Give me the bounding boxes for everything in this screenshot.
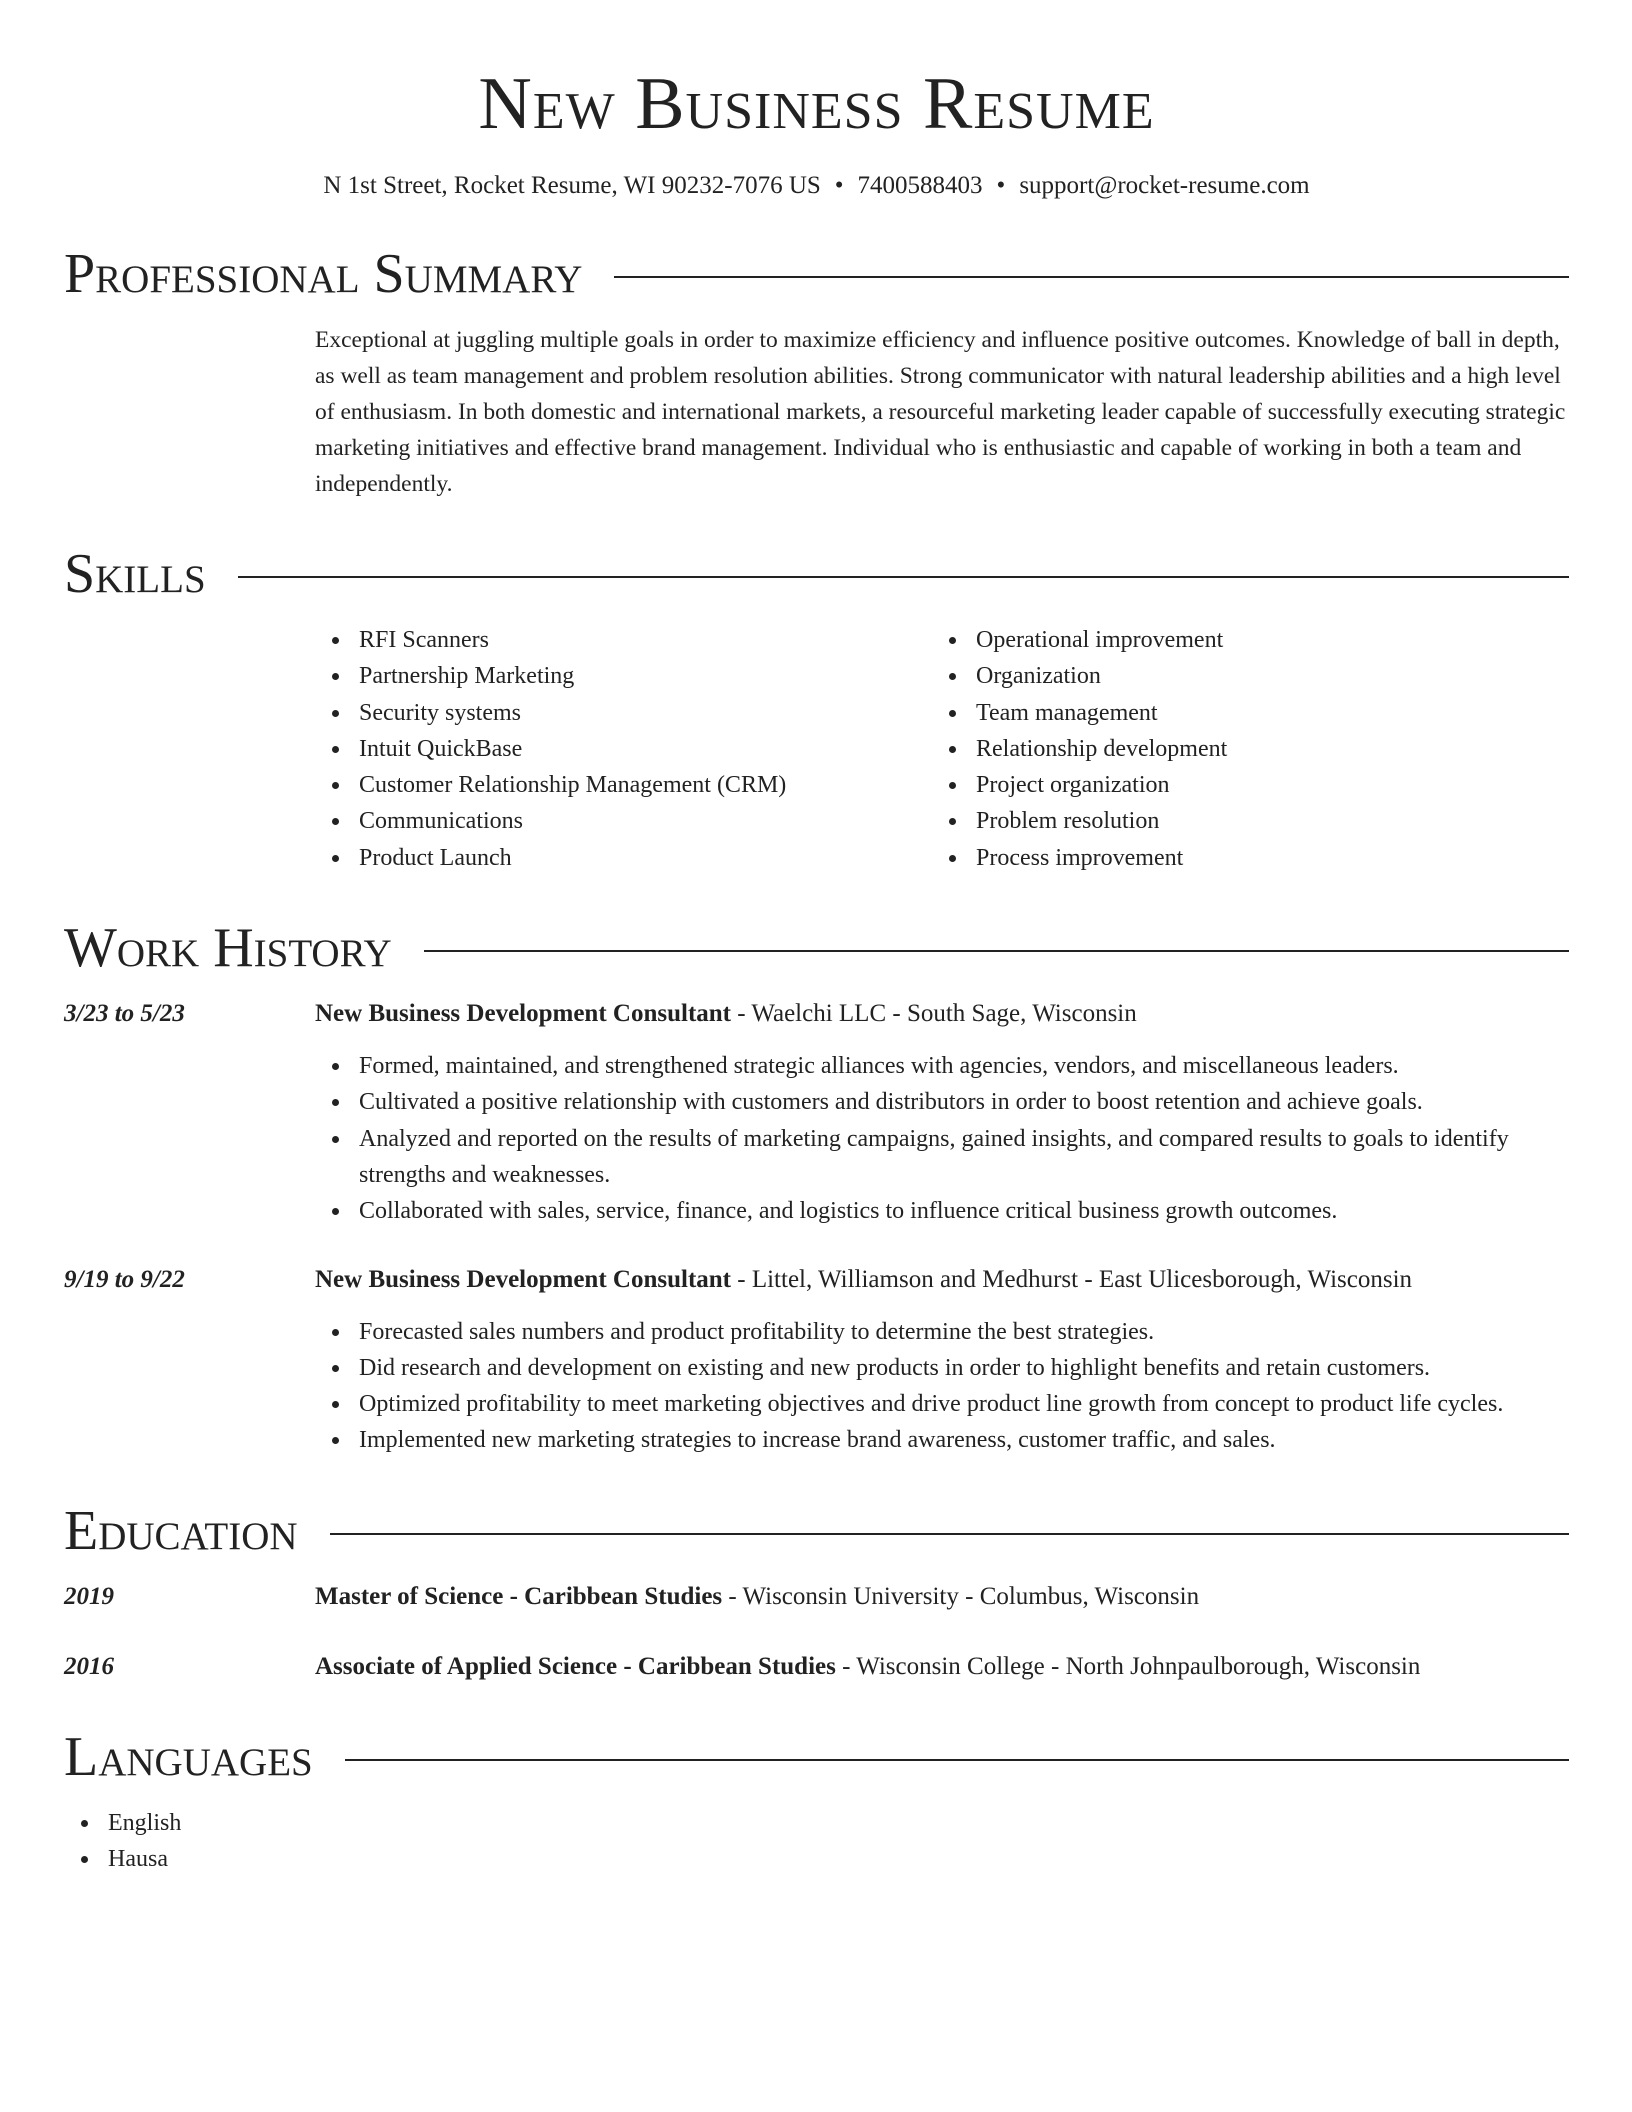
skills-list [315, 622, 1569, 876]
contact-email[interactable]: support@rocket-resume.com [1019, 172, 1310, 199]
job-title-line [315, 996, 1569, 1032]
skill-item: Customer Relationship Management (CRM) [315, 767, 932, 803]
education-school: - Wisconsin University - Columbus, Wisconsin [722, 1582, 1200, 1610]
resume-name: New Business Resume [478, 63, 1155, 145]
job-bullet: Implemented new marketing strategies to increase brand awareness, customer traffic, and sales. [315, 1422, 1569, 1458]
education-degree: Associate of Applied Science - Caribbean Studies [315, 1652, 836, 1680]
contact-separator: • [996, 172, 1006, 199]
skills-heading: Skills [64, 543, 206, 605]
job-bullet: Forecasted sales numbers and product profitability to determine the best strategies. [315, 1314, 1569, 1350]
skill-item: Problem resolution [932, 803, 1549, 839]
summary-text: Exceptional at juggling multiple goals in order to maximize efficiency and influence positive outcomes. Knowledge of ball in depth, as well as team management and problem resolution abilities. Strong communicator with natural leadership abilities and a high level of enthusiasm. In both domestic and international markets, a resourceful marketing leader capable of successfully executing strategic marketing initiatives and effective brand management. Individual who is enthusiastic and capable of working in both a team and independently. [315, 327, 1566, 497]
skill-item: Organization [932, 658, 1549, 694]
job-bullet: Formed, maintained, and strengthened strategic alliances with agencies, vendors, and miscellaneous leaders. [315, 1048, 1569, 1084]
skill-item: Relationship development [932, 731, 1549, 767]
education-heading: Education [64, 1499, 298, 1562]
section-divider [238, 576, 1569, 578]
summary-section-header [64, 244, 1569, 304]
skills-column-right [932, 622, 1549, 876]
education-year: 2016 [64, 1652, 114, 1680]
education-section-header [64, 1501, 1569, 1561]
contact-line [64, 170, 1569, 202]
job-employer: - Littel, Williamson and Medhurst - East Ulicesborough, Wisconsin [731, 1265, 1413, 1293]
section-divider [330, 1533, 1569, 1535]
job-bullet: Optimized profitability to meet marketing objectives and drive product line growth from concept to product life cycles. [315, 1386, 1569, 1422]
language-item: English [64, 1805, 1569, 1841]
education-title-line [315, 1649, 1569, 1685]
job-bullets [315, 1048, 1569, 1229]
education-year: 2019 [64, 1582, 114, 1610]
job-entry [64, 996, 1569, 1229]
section-divider [345, 1759, 1569, 1761]
job-employer: - Waelchi LLC - South Sage, Wisconsin [731, 1000, 1137, 1028]
section-divider [614, 276, 1569, 278]
job-entry [64, 1262, 1569, 1459]
education-entry [64, 1579, 1569, 1615]
language-item: Hausa [64, 1841, 1569, 1877]
contact-phone: 7400588403 [857, 172, 983, 199]
skill-item: Partnership Marketing [315, 658, 932, 694]
work-section-header [64, 918, 1569, 978]
section-divider [424, 950, 1569, 952]
skills-section-header [64, 544, 1569, 604]
skills-column-left [315, 622, 932, 876]
job-body [315, 1262, 1569, 1459]
skill-item: Product Launch [315, 840, 932, 876]
skill-item: RFI Scanners [315, 622, 932, 658]
skill-item: Communications [315, 803, 932, 839]
contact-address: N 1st Street, Rocket Resume, WI 90232-7076 US [323, 172, 821, 199]
summary-heading: Professional Summary [64, 243, 583, 305]
education-entry [64, 1649, 1569, 1685]
languages-heading: Languages [64, 1725, 313, 1788]
job-bullets [315, 1314, 1569, 1459]
job-dates: 9/19 to 9/22 [64, 1265, 185, 1293]
languages-list [64, 1805, 1569, 1878]
education-degree: Master of Science - Caribbean Studies [315, 1582, 723, 1610]
work-heading: Work History [64, 917, 392, 980]
skill-item: Intuit QuickBase [315, 731, 932, 767]
skill-item: Project organization [932, 767, 1549, 803]
job-body [315, 996, 1569, 1229]
languages-section-header [64, 1727, 1569, 1787]
skill-item: Operational improvement [932, 622, 1549, 658]
job-bullet: Analyzed and reported on the results of marketing campaigns, gained insights, and compared results to goals to identify strengths and weaknesses. [315, 1121, 1569, 1194]
education-school: - Wisconsin College - North Johnpaulborough, Wisconsin [835, 1652, 1421, 1680]
skill-item: Security systems [315, 695, 932, 731]
job-bullet: Collaborated with sales, service, finance, and logistics to influence critical business growth outcomes. [315, 1193, 1569, 1229]
job-title: New Business Development Consultant [315, 1265, 732, 1293]
job-title: New Business Development Consultant [315, 1000, 732, 1028]
job-dates: 3/23 to 5/23 [64, 1000, 185, 1028]
job-bullet: Did research and development on existing and new products in order to highlight benefits and retain customers. [315, 1350, 1569, 1386]
job-bullet: Cultivated a positive relationship with customers and distributors in order to boost retention and achieve goals. [315, 1084, 1569, 1120]
skill-item: Process improvement [932, 840, 1549, 876]
contact-separator: • [834, 172, 844, 199]
education-title-line [315, 1579, 1569, 1615]
skill-item: Team management [932, 695, 1549, 731]
job-title-line [315, 1262, 1569, 1298]
